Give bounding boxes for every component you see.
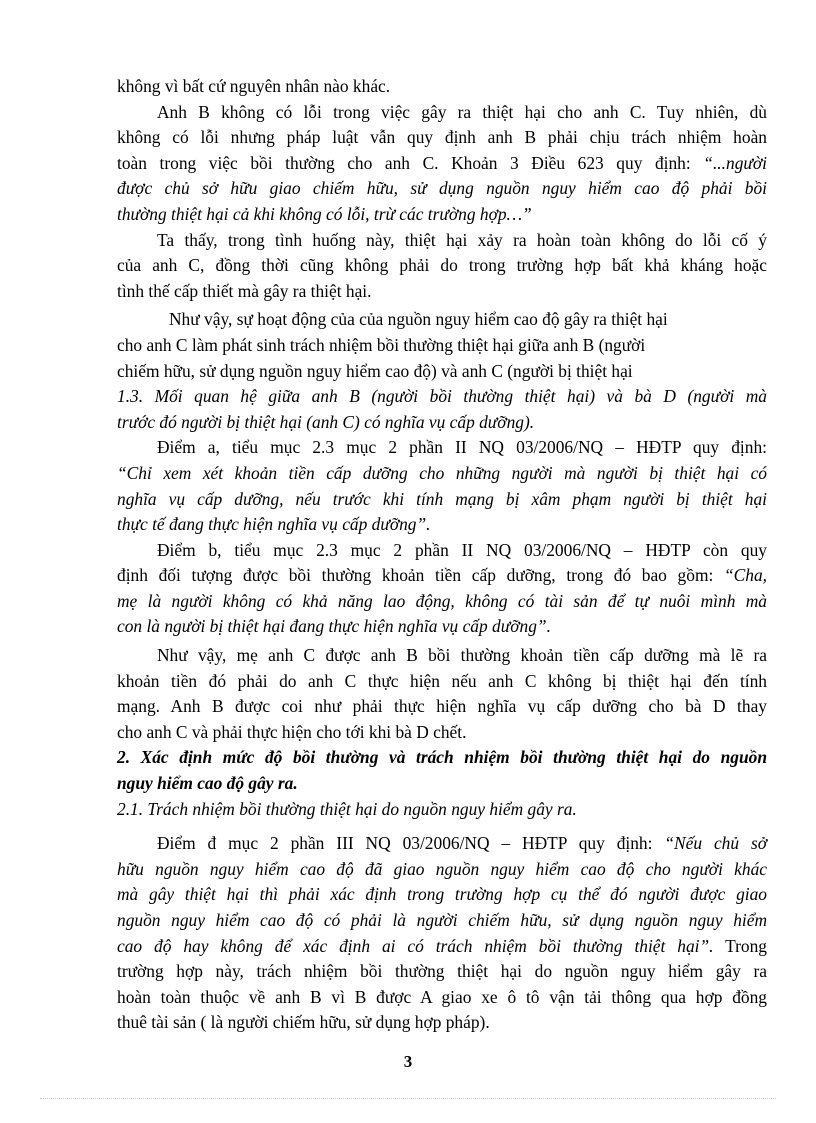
text-line-main: không vì bất cứ nguyên nhân nào khác. [117, 76, 391, 96]
text-line-main: khoản tiền đó phải do anh C thực hiện nếu anh C không bị thiệt hại đến tính [117, 670, 767, 691]
text-line [117, 831, 767, 857]
text-line-tail: “Cha, [713, 565, 767, 586]
text-line-main: thuê tài sản ( là người chiếm hữu, sử dụng hợp pháp). [117, 1012, 490, 1033]
text-line [117, 359, 767, 385]
page-number: 3 [403, 1052, 413, 1071]
text-line-main: Điểm b, tiểu mục 2.3 mục 2 phần II NQ 03/2006/NQ – HĐTP còn quy [157, 539, 767, 560]
text-line-main: nghĩa vụ cấp dưỡng, nếu trước khi tính mạng bị xâm phạm người bị thiệt hại [117, 488, 767, 509]
text-line [117, 307, 767, 333]
text-line-main: cao độ hay không để xác định ai có trách nhiệm bồi thường thiệt hại”. [117, 935, 714, 956]
text-line [117, 100, 767, 126]
text-line [117, 669, 767, 695]
text-line [117, 384, 767, 410]
text-line-main: Anh B không có lỗi trong việc gây ra thiệt hại cho anh C. Tuy nhiên, dù [157, 101, 767, 122]
text-line-main: của anh C, đồng thời cũng không phải do trong trường hợp bất khả kháng hoặc [117, 255, 767, 276]
text-line [117, 74, 767, 100]
text-line-main: “Chỉ xem xét khoản tiền cấp dưỡng cho những người mà người bị thiệt hại có [117, 462, 767, 483]
text-line-main: tình thế cấp thiết mà gây ra thiệt hại. [117, 280, 372, 301]
text-line-main: chiếm hữu, sử dụng nguồn nguy hiểm cao độ) và anh C (người bị thiệt hại [117, 360, 633, 381]
text-line-main: trường hợp này, trách nhiệm bồi thường thiệt hại do nguồn nguy hiểm gây ra [117, 961, 767, 982]
text-line [117, 563, 767, 589]
text-line-main: mẹ là người không có khả năng lao động, không có tài sản để tự nuôi mình mà [117, 590, 767, 611]
text-line-main: hữu nguồn nguy hiểm cao độ đã giao nguồn nguy hiểm cao độ cho người khác [117, 858, 767, 879]
text-line-main: Điểm đ mục 2 phần III NQ 03/2006/NQ – HĐTP quy định: [157, 833, 653, 854]
text-line [117, 253, 767, 279]
text-line [117, 461, 767, 487]
text-line [117, 487, 767, 513]
text-line-main: con là người bị thiệt hại đang thực hiện nghĩa vụ cấp dưỡng”. [117, 616, 551, 637]
text-line-main: Ta thấy, trong tình huống này, thiệt hại xảy ra hoàn toàn không do lỗi cố ý [157, 229, 767, 250]
text-line-main: 1.3. Mối quan hệ giữa anh B (người bồi thường thiệt hại) và bà D (người mà [117, 386, 767, 407]
text-line [117, 985, 767, 1011]
text-line [117, 959, 767, 985]
text-line [117, 176, 767, 202]
text-line-main: hoàn toàn thuộc về anh B vì B được A giao xe ô tô vận tải thông qua hợp đồng [117, 986, 767, 1007]
text-line-main: toàn trong việc bồi thường cho anh C. Khoản 3 Điều 623 quy định: [117, 152, 691, 173]
text-line [117, 882, 767, 908]
text-line-main: thường thiệt hại cả khi không có lỗi, trừ các trường hợp…” [117, 203, 532, 224]
text-line [117, 410, 767, 436]
text-line [117, 720, 767, 746]
document-body [117, 74, 767, 1036]
text-line [117, 151, 767, 177]
text-line-main: Như vậy, mẹ anh C được anh B bồi thường khoản tiền cấp dưỡng mà lẽ ra [157, 645, 767, 666]
text-line [117, 333, 767, 359]
text-line-tail: “...người [690, 152, 767, 173]
text-line-main: trước đó người bị thiệt hại (anh C) có nghĩa vụ cấp dưỡng). [117, 411, 535, 432]
text-line [117, 435, 767, 461]
text-line-main: mạng. Anh B được coi như phải thực hiện nghĩa vụ cấp dưỡng cho bà D thay [117, 696, 767, 717]
text-line-main: 2.1. Trách nhiệm bồi thường thiệt hại do nguồn nguy hiểm gây ra. [117, 798, 577, 819]
text-line [117, 797, 767, 823]
text-line [117, 228, 767, 254]
text-line [117, 1010, 767, 1036]
text-line [117, 771, 767, 797]
text-line-main: thực tế đang thực hiện nghĩa vụ cấp dưỡng”. [117, 514, 431, 535]
text-line-main: Điểm a, tiểu mục 2.3 mục 2 phần II NQ 03/2006/NQ – HĐTP quy định: [157, 437, 767, 458]
text-line [117, 908, 767, 934]
text-line-main: mà gây thiệt hại thì phải xác định trong trường hợp cụ thể đó người được giao [117, 884, 767, 905]
text-line-main: không có lỗi nhưng pháp luật vẫn quy định anh B phải chịu trách nhiệm hoàn [117, 127, 767, 148]
text-line [117, 538, 767, 564]
text-line [117, 279, 767, 305]
page-bottom-divider [40, 1098, 776, 1099]
text-line [117, 202, 767, 228]
text-line [117, 694, 767, 720]
text-line-main: được chủ sở hữu giao chiếm hữu, sử dụng nguồn nguy hiểm cao độ phải bồi [117, 178, 767, 199]
text-line-main: 2. Xác định mức độ bồi thường và trách nhiệm bồi thường thiệt hại do nguồn [117, 747, 767, 768]
text-line-tail: Trong [713, 935, 767, 956]
text-line-main: cho anh C và phải thực hiện cho tới khi bà D chết. [117, 721, 467, 742]
text-line [117, 745, 767, 771]
text-line [117, 934, 767, 960]
text-line-main: định đối tượng được bồi thường khoản tiền cấp dưỡng, trong đó bao gồm: [117, 565, 714, 586]
text-line-main: cho anh C làm phát sinh trách nhiệm bồi thường thiệt hại giữa anh B (người [117, 334, 646, 355]
text-line [117, 614, 767, 640]
text-line [117, 125, 767, 151]
text-line-tail: “Nếu chủ sở [652, 833, 768, 854]
text-line [117, 512, 767, 538]
text-line-main: nguồn nguy hiểm cao độ có phải là người chiếm hữu, sử dụng nguồn nguy hiểm [117, 910, 767, 930]
text-line-main: nguy hiểm cao độ gây ra. [117, 773, 298, 794]
text-line-main: Như vậy, sự hoạt động của của nguồn nguy hiểm cao độ gây ra thiệt hại [169, 309, 668, 330]
text-line [117, 589, 767, 615]
text-line [117, 857, 767, 883]
text-line [117, 643, 767, 669]
